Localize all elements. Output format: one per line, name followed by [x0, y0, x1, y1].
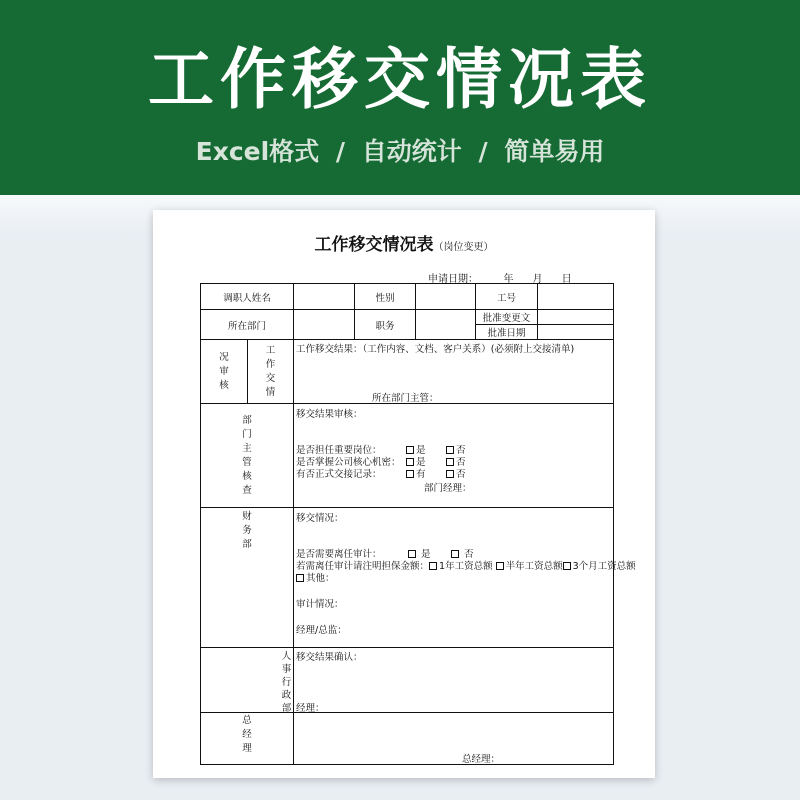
label-char: 门: [242, 428, 252, 440]
approve-doc-label: 批准变更文: [476, 310, 538, 325]
document-title-note: （岗位变更）: [433, 242, 494, 253]
audit-status-label: 审计情况：: [296, 599, 344, 610]
banner-title: 工作移交情况表: [148, 41, 652, 118]
checkbox-option-1[interactable]: [429, 562, 437, 570]
gm-field[interactable]: [294, 713, 614, 765]
question-other: [296, 570, 335, 584]
dept-label: 所在部门: [201, 310, 294, 340]
option-text: 否: [456, 445, 466, 456]
option-text: 是: [421, 549, 431, 560]
checkbox-no[interactable]: [446, 458, 454, 466]
document-sheet: [153, 210, 655, 778]
label-char: 主: [242, 442, 252, 454]
employee-id-label: 工号: [476, 284, 538, 310]
section-label-gm: [201, 713, 294, 765]
document-title: [153, 230, 655, 255]
checkbox-option-2[interactable]: [496, 562, 504, 570]
label-char: 务: [242, 525, 252, 536]
work-handover-field[interactable]: [294, 340, 614, 404]
finance-field[interactable]: [294, 508, 636, 648]
approve-date-label: 批准日期: [476, 325, 538, 340]
position-field[interactable]: [416, 310, 476, 340]
label-char: 部: [281, 703, 292, 714]
question-text: 是否掌握公司核心机密：: [296, 457, 401, 468]
section-hr: [201, 648, 614, 713]
checkbox-yes[interactable]: [406, 446, 414, 454]
checkbox-other[interactable]: [296, 574, 304, 582]
label-char: 审: [219, 365, 229, 377]
label-char: 作: [265, 358, 276, 370]
option-text: 是: [416, 445, 426, 456]
checkbox-no[interactable]: [446, 446, 454, 454]
section-dept-review: [201, 404, 614, 508]
option-text: 半年工资总额: [505, 561, 563, 572]
subtitle-part: 简单易用: [504, 137, 605, 166]
label-char: 经: [242, 729, 252, 740]
checkbox-no[interactable]: [451, 550, 459, 558]
hr-confirm-heading: 移交结果确认：: [296, 652, 363, 663]
label-char: 核: [219, 379, 229, 391]
finance-manager-sign-label: 经理/总监：: [296, 625, 347, 636]
handover-form-table: [200, 283, 636, 765]
label-char: 财: [242, 511, 252, 522]
dept-manager-sign-label: 部门经理：: [424, 483, 472, 494]
gender-label: 性别: [355, 284, 416, 310]
dept-review-field[interactable]: [294, 404, 614, 508]
work-handover-prompt: 工作移交结果：（工作内容、文档、客户关系）(必须附上交接清单): [296, 344, 575, 355]
label-char: 部: [242, 539, 252, 550]
dept-supervisor-sign-label: 所在部门主管：: [372, 393, 439, 404]
option-text: 否: [456, 457, 466, 468]
label-char: 政: [281, 690, 292, 701]
gender-field[interactable]: [416, 284, 476, 310]
section-label-dept-supervisor: [201, 404, 294, 508]
apply-date-label: 申请日期：: [428, 274, 478, 285]
document-title-main: 工作移交情况表: [314, 235, 434, 255]
form-row-basic: [201, 284, 614, 310]
option-text: 否: [456, 469, 466, 480]
name-field[interactable]: [294, 284, 355, 310]
question-text: 是否需要离任审计：: [296, 549, 382, 560]
year-label: 年: [503, 274, 514, 285]
label-char: 人: [281, 651, 292, 662]
checkbox-option-3[interactable]: [563, 562, 571, 570]
option-text: 3个月工资总额: [572, 561, 636, 572]
section-label-finance: [201, 508, 294, 648]
section-work-handover: [201, 340, 614, 404]
approve-doc-field[interactable]: [538, 310, 614, 325]
question-deposit: [296, 558, 636, 572]
option-text: 是: [416, 457, 426, 468]
section-finance: [201, 508, 614, 648]
option-text: 其他：: [306, 573, 335, 584]
checkbox-yes[interactable]: [406, 458, 414, 466]
section-label-work: [248, 340, 294, 404]
question-text: 有否正式交接记录：: [296, 469, 382, 480]
label-char: 况: [219, 351, 229, 363]
label-char: 理: [242, 743, 252, 754]
question-text: 若需离任审计请注明担保金额：: [296, 561, 430, 572]
name-label: 调职人姓名: [201, 284, 294, 310]
option-text: 1年工资总额: [439, 561, 493, 572]
subtitle-part: 自动统计: [361, 137, 462, 166]
label-char: 总: [242, 715, 252, 726]
month-label: 月: [532, 274, 543, 285]
label-char: 情: [265, 386, 276, 398]
label-char: 行: [281, 677, 292, 688]
question-handover-record: [296, 466, 466, 480]
subtitle-part: Excel格式: [195, 137, 320, 166]
section-gm: [201, 713, 614, 765]
section-label-review: [201, 340, 248, 404]
label-char: 查: [242, 484, 252, 496]
form-row-dept: [201, 310, 614, 325]
option-text: 有: [416, 469, 426, 480]
hr-manager-sign-label: 经理：: [296, 703, 325, 714]
dept-review-heading: 移交结果审核：: [296, 409, 363, 420]
checkbox-no[interactable]: [446, 470, 454, 478]
label-char: 核: [242, 470, 252, 482]
approve-date-field[interactable]: [538, 325, 614, 340]
hr-confirm-field[interactable]: [294, 648, 614, 713]
banner-subtitle: [0, 134, 800, 170]
label-char: 事: [281, 664, 292, 675]
label-char: 工: [265, 344, 276, 356]
checkbox-yes[interactable]: [408, 550, 416, 558]
subtitle-separator: /: [335, 137, 346, 166]
employee-id-field[interactable]: [538, 284, 614, 310]
section-label-hr: [201, 648, 294, 713]
checkbox-have[interactable]: [406, 470, 414, 478]
label-char: 交: [265, 372, 276, 384]
banner: [0, 0, 800, 195]
question-text: 是否担任重要岗位：: [296, 445, 382, 456]
subtitle-separator: /: [478, 137, 488, 166]
dept-field[interactable]: [294, 310, 355, 340]
option-text: 否: [464, 549, 474, 560]
label-char: 管: [242, 456, 252, 468]
label-char: 部: [242, 414, 252, 426]
finance-heading: 移交情况：: [296, 513, 344, 524]
day-label: 日: [561, 274, 572, 285]
gm-sign-label: 总经理：: [462, 754, 501, 765]
position-label: 职务: [355, 310, 416, 340]
